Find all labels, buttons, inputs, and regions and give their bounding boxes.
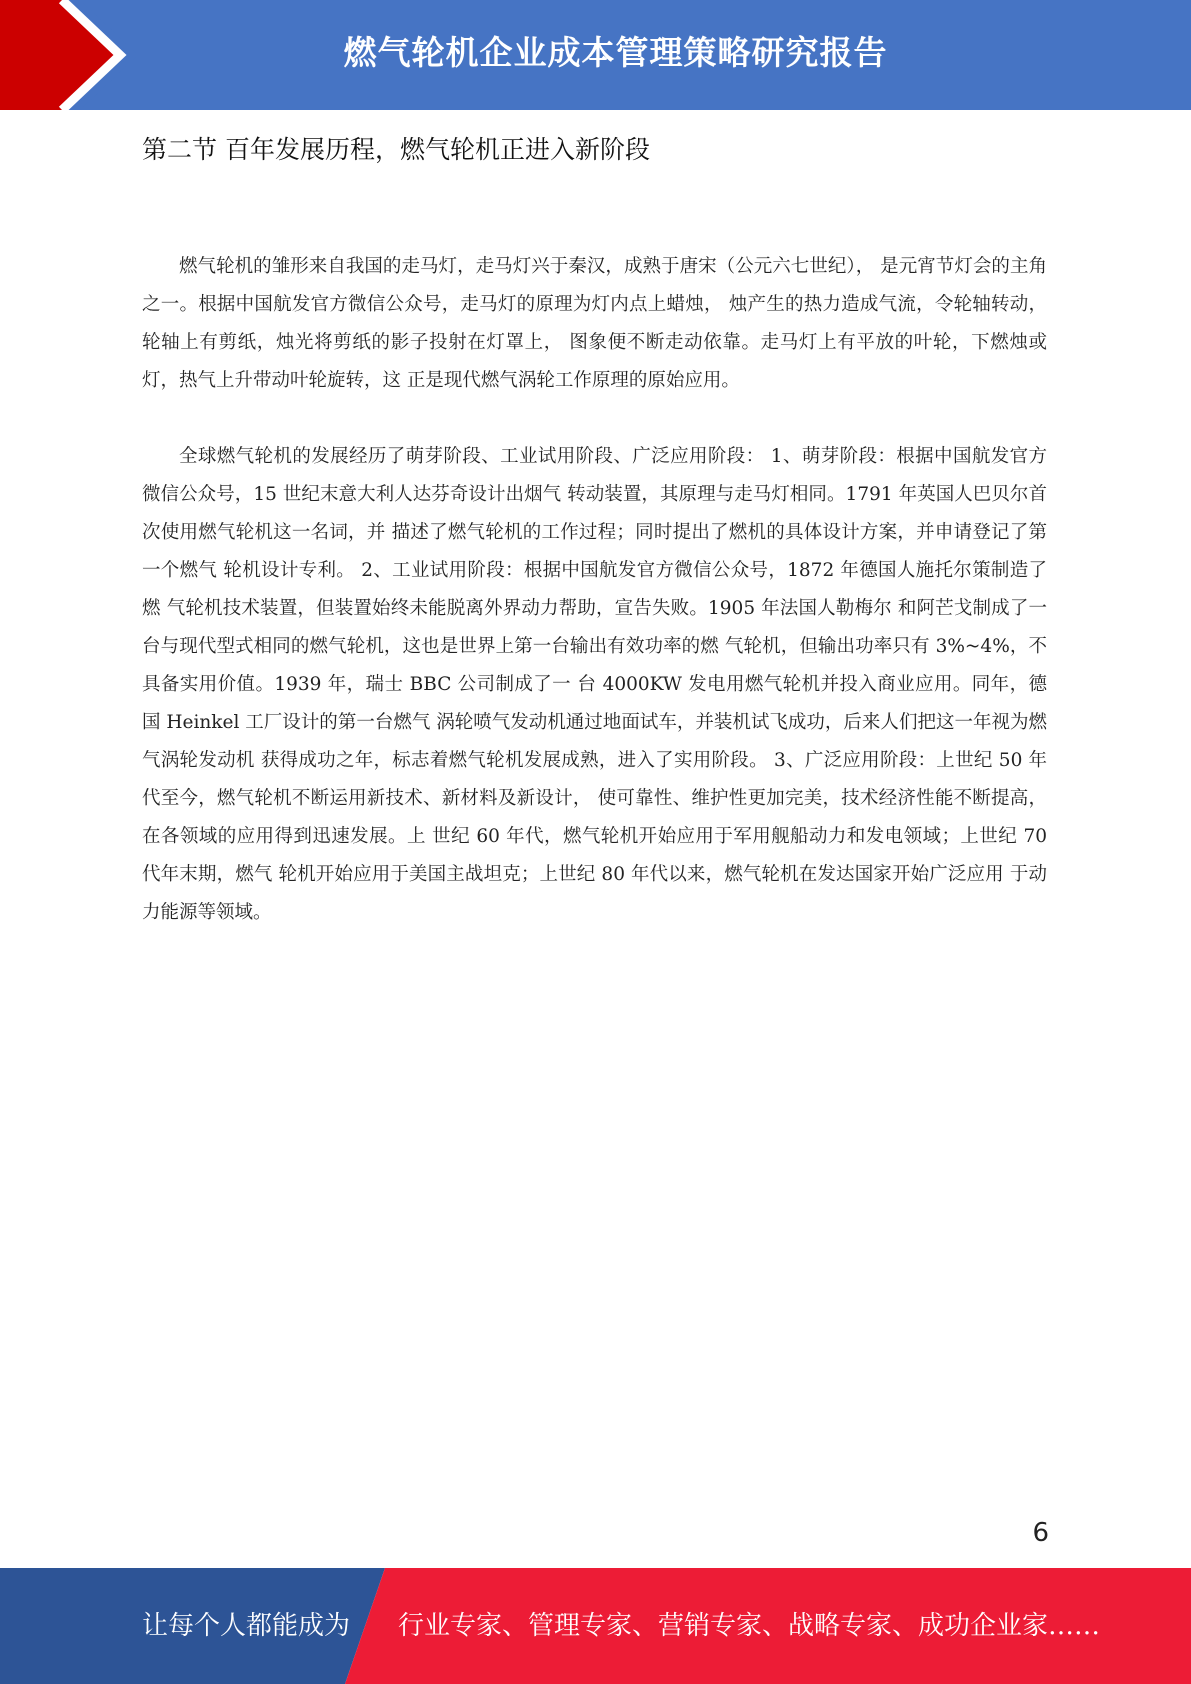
footer-slogan-right: 行业专家、管理专家、营销专家、战略专家、成功企业家…… [398,1611,1101,1641]
header-chevron-decoration [0,0,150,110]
page-number: 6 [1032,1518,1049,1548]
paragraph-origin: 燃气轮机的雏形来自我国的走马灯，走马灯兴于秦汉，成熟于唐宋（公元六七世纪）， 是元宵节灯会的主角之一。根据中国航发官方微信公众号，走马灯的原理为灯内点上蜡烛， 烛产生的热力造成气流，令轮轴转动，轮轴上有剪纸，烛光将剪纸的影子投射在灯罩上， 图象便不断走动依靠。走马灯上有平放的叶轮，下燃烛或灯，热气上升带动叶轮旋转，这 正是现代燃气涡轮工作原理的原始应用。 [142,256,1047,391]
report-title: 燃气轮机企业成本管理策略研究报告 [343,33,888,72]
section-heading: 第二节 百年发展历程，燃气轮机正进入新阶段 [142,135,650,164]
paragraph-development-stages: 全球燃气轮机的发展经历了萌芽阶段、工业试用阶段、广泛应用阶段： 1、萌芽阶段：根据中国航发官方微信公众号，15 世纪末意大利人达芬奇设计出烟气 转动装置，其原理与走马灯相同。1791 年英国人巴贝尔首次使用燃气轮机这一名词，并 描述了燃气轮机的工作过程；同时提出了燃机的具体设计方案，并申请登记了第一个燃气 轮机设计专利。 2、工业试用阶段：根据中国航发官方微信公众号，1872 年德国人施托尔策制造了燃 气轮机技术装置，但装置始终未能脱离外界动力帮助，宣告失败。1905 年法国人勒梅尔 和阿芒戈制成了一台与现代型式相同的燃气轮机，这也是世界上第一台输出有效功率的燃 气轮机，但输出功率只有 3%~4%，不具备实用价值。1939 年，瑞士 BBC 公司制成了一 台 4000KW 发电用燃气轮机并投入商业应用。同年，德国 Heinkel 工厂设计的第一台燃气 涡轮喷气发动机通过地面试车，并装机试飞成功，后来人们把这一年视为燃气涡轮发动机 获得成功之年，标志着燃气轮机发展成熟，进入了实用阶段。 3、广泛应用阶段：上世纪 50 年代至今，燃气轮机不断运用新技术、新材料及新设计， 使可靠性、维护性更加完美，技术经济性能不断提高，在各领域的应用得到迅速发展。上 世纪 60 年代，燃气轮机开始应用于军用舰船动力和发电领域；上世纪 70 代年末期，燃气 轮机开始应用于美国主战坦克；上世纪 80 年代以来，燃气轮机在发达国家开始广泛应用 于动力能源等领域。 [142,446,1047,923]
body-content [142,248,1047,970]
page-footer [0,1568,1191,1684]
footer-slogan-left: 让每个人都能成为 [142,1611,351,1641]
page-header [0,0,1191,110]
